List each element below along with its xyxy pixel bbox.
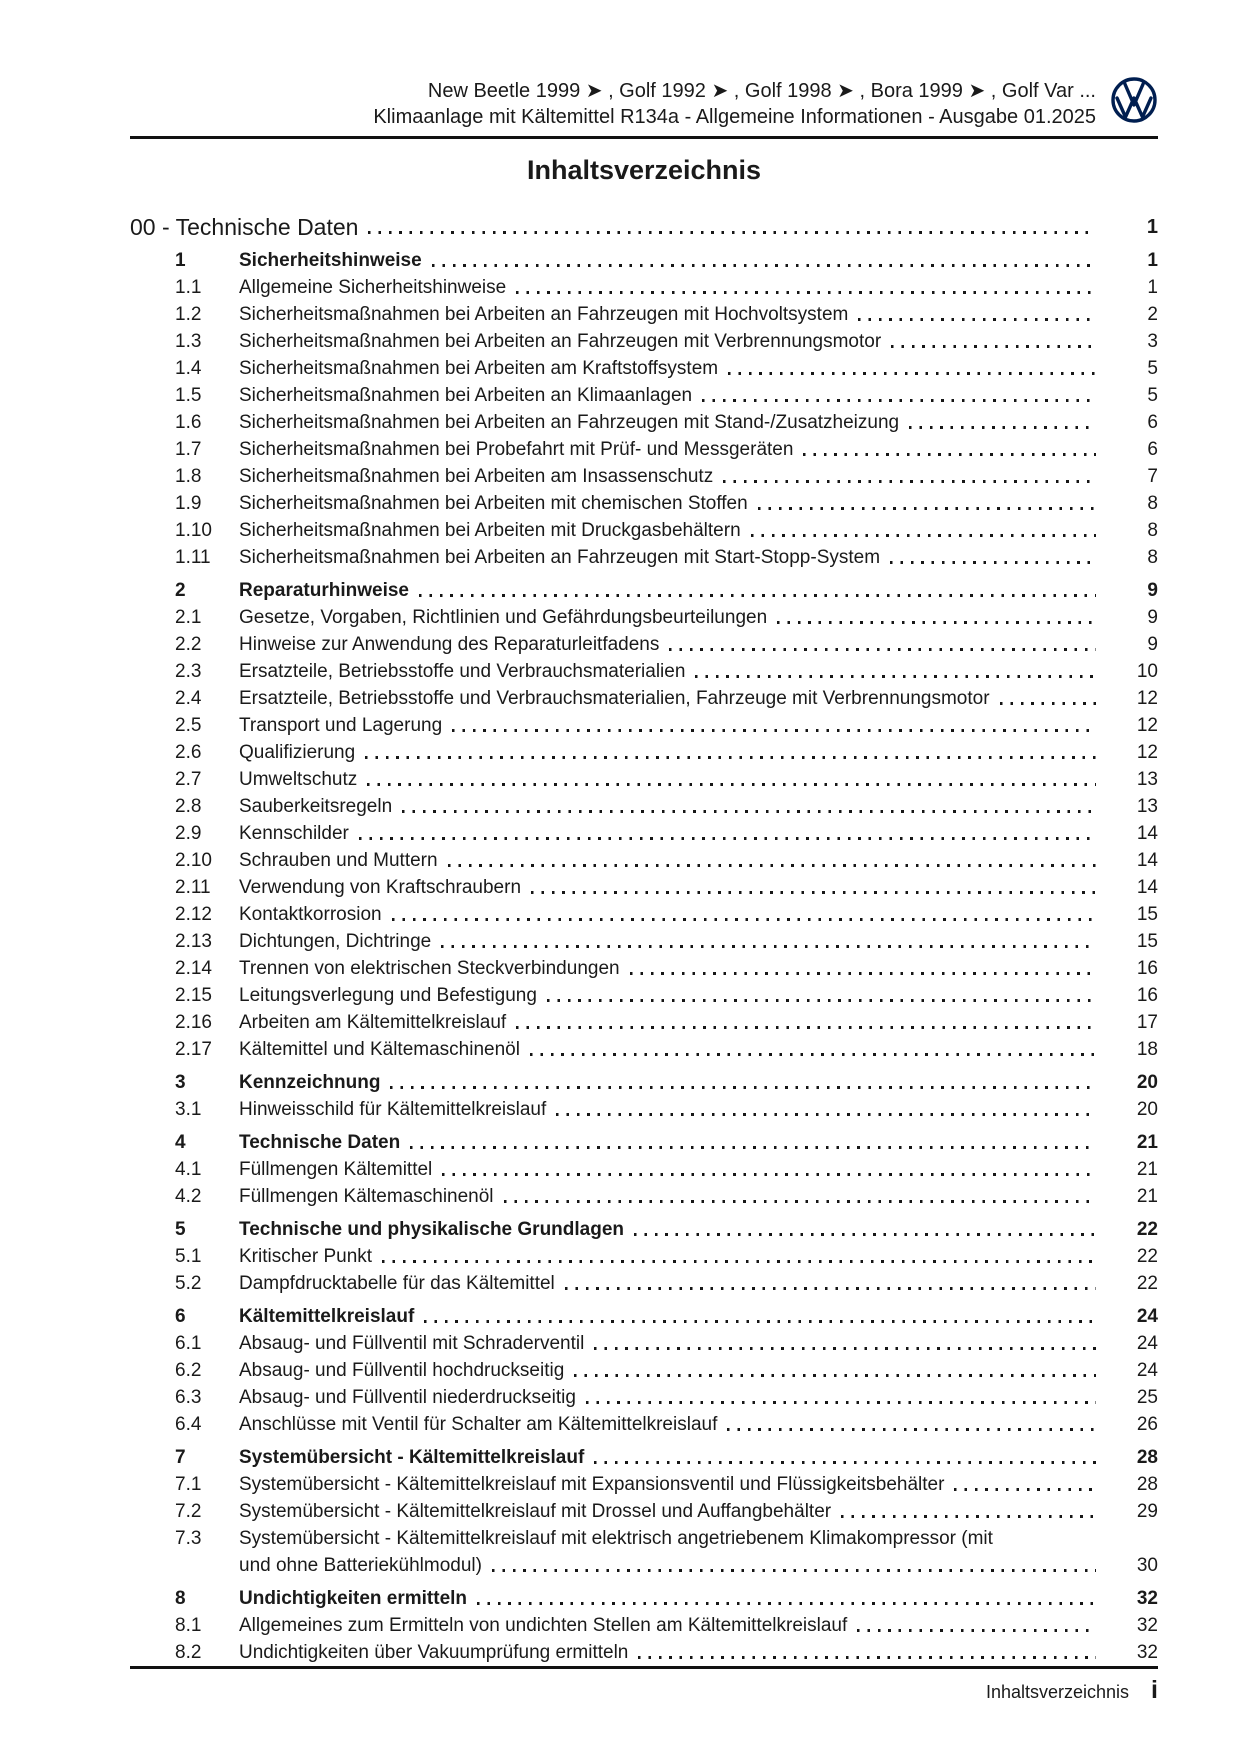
page-number: 15: [1136, 931, 1158, 952]
dot-leader: [556, 1113, 1096, 1116]
dot-leader: [441, 945, 1096, 948]
section-title: Kältemittelkreislauf: [239, 1306, 415, 1327]
section-number: 4.2: [175, 1186, 202, 1207]
section-number: 5: [175, 1219, 186, 1240]
section-title: Kritischer Punkt: [239, 1246, 373, 1267]
footer-page-number: i: [1151, 1676, 1158, 1704]
toc-row[interactable]: [130, 1525, 1158, 1552]
section-title: Technische Daten: [239, 1132, 401, 1153]
dot-leader: [410, 1146, 1096, 1149]
section-number: 2.14: [175, 958, 212, 979]
section-number: 1.8: [175, 466, 202, 487]
dot-leader: [531, 891, 1096, 894]
page-number: 18: [1136, 1039, 1158, 1060]
page-number: 20: [1136, 1099, 1158, 1120]
section-number: 7: [175, 1447, 186, 1468]
dot-leader: [695, 675, 1096, 678]
section-number: 2.4: [175, 688, 202, 709]
page-number: 1: [1146, 216, 1158, 238]
toc-row[interactable]: [130, 577, 1158, 604]
page-title: Inhaltsverzeichnis: [526, 155, 762, 185]
page-header: [130, 78, 1158, 130]
section-number: 5.1: [175, 1246, 202, 1267]
dot-leader: [777, 621, 1096, 624]
section-title: Kältemittel und Kältemaschinenöl: [239, 1039, 520, 1060]
section-title: Trennen von elektrischen Steckverbindungen: [239, 958, 620, 979]
section-number: 3: [175, 1072, 186, 1093]
page-number: 30: [1136, 1555, 1158, 1576]
toc-row[interactable]: [130, 1129, 1158, 1156]
section-number: 2.2: [175, 634, 202, 655]
page-number: 25: [1136, 1387, 1158, 1408]
page-number: 14: [1136, 877, 1158, 898]
toc-row[interactable]: [130, 409, 1158, 436]
page-number: 8: [1147, 547, 1158, 568]
section-number: 5.2: [175, 1273, 202, 1294]
dot-leader: [890, 561, 1096, 564]
dot-leader: [424, 1320, 1096, 1323]
section-title: Anschlüsse mit Ventil für Schalter am Kältemittelkreislauf: [239, 1414, 718, 1435]
toc-row[interactable]: [130, 517, 1158, 544]
page-number: 14: [1136, 850, 1158, 871]
section-number: 8: [175, 1588, 186, 1609]
section-number: 2.7: [175, 769, 202, 790]
section-number: 1.11: [175, 547, 211, 568]
section-title: Dichtungen, Dichtringe: [239, 931, 432, 952]
page-number: 1: [1147, 250, 1158, 271]
section-number: 1.4: [175, 358, 202, 379]
section-number: 7.1: [175, 1474, 202, 1495]
page-number: 9: [1147, 607, 1158, 628]
toc-row[interactable]: [130, 1498, 1158, 1525]
section-title: Sicherheitsmaßnahmen bei Arbeiten mit Druckgasbehältern: [239, 520, 741, 541]
page-number: 10: [1136, 661, 1158, 682]
toc-row[interactable]: [130, 382, 1158, 409]
page-number: 20: [1136, 1072, 1158, 1093]
section-title: Sicherheitsmaßnahmen bei Arbeiten an Fahrzeugen mit Hochvoltsystem: [239, 304, 849, 325]
page-number: 13: [1136, 796, 1158, 817]
section-number: 1.1: [175, 277, 202, 298]
toc-row[interactable]: [130, 490, 1158, 517]
toc-row[interactable]: [130, 463, 1158, 490]
toc-row[interactable]: [130, 658, 1158, 685]
section-title: Leitungsverlegung und Befestigung: [239, 985, 537, 1006]
section-number: 2.9: [175, 823, 202, 844]
page-number: 21: [1136, 1186, 1158, 1207]
section-title: Kennzeichnung: [239, 1072, 381, 1093]
section-number: 2.1: [175, 607, 202, 628]
section-title: Systemübersicht - Kältemittelkreislauf mit elektrisch angetriebenem Klimakompressor (mit: [239, 1528, 993, 1549]
dot-leader: [574, 1374, 1096, 1377]
page-number: 15: [1136, 904, 1158, 925]
page-number: 7: [1147, 466, 1158, 487]
dot-leader: [516, 291, 1096, 294]
toc-row[interactable]: [130, 1069, 1158, 1096]
toc-row[interactable]: [130, 355, 1158, 382]
toc-row[interactable]: [130, 1639, 1158, 1666]
dot-leader: [392, 918, 1096, 921]
toc-row[interactable]: [130, 1384, 1158, 1411]
section-title: und ohne Batteriekühlmodul): [239, 1555, 482, 1576]
page-number: 1: [1147, 277, 1158, 298]
toc-row[interactable]: [130, 1009, 1158, 1036]
toc-row[interactable]: [130, 1357, 1158, 1384]
toc-row[interactable]: [130, 766, 1158, 793]
dot-leader: [909, 426, 1096, 429]
page-number: 13: [1136, 769, 1158, 790]
page-number: 5: [1147, 385, 1158, 406]
section-title: Arbeiten am Kältemittelkreislauf: [239, 1012, 507, 1033]
page-number: 32: [1136, 1588, 1158, 1609]
section-title: Kennschilder: [239, 823, 349, 844]
dot-leader: [751, 534, 1096, 537]
toc-row[interactable]: [130, 631, 1158, 658]
dot-leader: [368, 231, 1096, 234]
dot-leader: [367, 783, 1096, 786]
section-title: Sicherheitsmaßnahmen bei Probefahrt mit Prüf- und Messgeräten: [239, 439, 794, 460]
toc-row[interactable]: [130, 739, 1158, 766]
toc-row[interactable]: [130, 1471, 1158, 1498]
section-title: Verwendung von Kraftschraubern: [239, 877, 522, 898]
dot-leader: [504, 1200, 1096, 1203]
section-number: 1.6: [175, 412, 202, 433]
section-number: 1.10: [175, 520, 212, 541]
page-number: 9: [1147, 580, 1158, 601]
dot-leader: [442, 1173, 1096, 1176]
section-number: 6.4: [175, 1414, 202, 1435]
section-number: 6.3: [175, 1387, 202, 1408]
section-number: 2.10: [175, 850, 212, 871]
section-title: Sicherheitshinweise: [239, 250, 422, 271]
dot-leader: [669, 648, 1096, 651]
section-number: 8.2: [175, 1642, 202, 1663]
section-number: 2: [175, 580, 186, 601]
toc-row[interactable]: [130, 793, 1158, 820]
footer-divider: [130, 1666, 1158, 1669]
dot-leader: [448, 864, 1096, 867]
page-number: 21: [1136, 1132, 1158, 1153]
section-number: 2.6: [175, 742, 202, 763]
section-title: Allgemeines zum Ermitteln von undichten Stellen am Kältemittelkreislauf: [239, 1615, 848, 1636]
section-number: 1.5: [175, 385, 202, 406]
page-number: 8: [1147, 520, 1158, 541]
dot-leader: [365, 756, 1096, 759]
section-number: 2.11: [175, 877, 211, 898]
section-title: Sicherheitsmaßnahmen bei Arbeiten an Klimaanlagen: [239, 385, 693, 406]
section-title: Ersatzteile, Betriebsstoffe und Verbrauchsmaterialien, Fahrzeuge mit Verbrennungsmotor: [239, 688, 990, 709]
section-number: 2.13: [175, 931, 212, 952]
section-title: Allgemeine Sicherheitshinweise: [239, 277, 507, 298]
dot-leader: [382, 1260, 1096, 1263]
page-footer: [130, 1666, 1158, 1761]
page-number: 29: [1136, 1501, 1158, 1522]
toc-list: [130, 214, 1158, 1666]
page-number: 8: [1147, 493, 1158, 514]
section-number: 2.16: [175, 1012, 212, 1033]
section-title: Sicherheitsmaßnahmen bei Arbeiten am Kraftstoffsystem: [239, 358, 719, 379]
section-number: 2.8: [175, 796, 202, 817]
dot-leader: [565, 1287, 1096, 1290]
section-title: Hinweise zur Anwendung des Reparaturleitfadens: [239, 634, 660, 655]
section-number: 1.9: [175, 493, 202, 514]
dot-leader: [954, 1488, 1096, 1491]
dot-leader: [547, 999, 1096, 1002]
dot-leader: [634, 1233, 1096, 1236]
section-title: Sicherheitsmaßnahmen bei Arbeiten mit chemischen Stoffen: [239, 493, 748, 514]
page-number: 3: [1147, 331, 1158, 352]
page-number: 24: [1136, 1306, 1158, 1327]
toc-row[interactable]: [130, 1243, 1158, 1270]
toc-chapter-row[interactable]: [130, 214, 1158, 241]
section-number: 6.2: [175, 1360, 202, 1381]
dot-leader: [516, 1026, 1096, 1029]
section-title: Füllmengen Kältemaschinenöl: [239, 1186, 494, 1207]
toc-row[interactable]: [130, 685, 1158, 712]
section-title: Sauberkeitsregeln: [239, 796, 393, 817]
page-number: 12: [1136, 742, 1158, 763]
section-title: Technische und physikalische Grundlagen: [239, 1219, 625, 1240]
dot-leader: [1000, 702, 1096, 705]
page-number: 6: [1147, 439, 1158, 460]
section-number: 1.7: [175, 439, 202, 460]
toc-row[interactable]: [130, 1303, 1158, 1330]
toc-row[interactable]: [130, 982, 1158, 1009]
dot-leader: [803, 453, 1096, 456]
section-title: Undichtigkeiten über Vakuumprüfung ermitteln: [239, 1642, 629, 1663]
section-number: 2.17: [175, 1039, 212, 1060]
page-number: 26: [1136, 1414, 1158, 1435]
toc-row[interactable]: [130, 1444, 1158, 1471]
dot-leader: [723, 480, 1096, 483]
page-number: 16: [1136, 958, 1158, 979]
dot-leader: [594, 1347, 1096, 1350]
section-number: 7.3: [175, 1528, 202, 1549]
section-number: 2.5: [175, 715, 202, 736]
section-number: 6.1: [175, 1333, 202, 1354]
section-title: Sicherheitsmaßnahmen bei Arbeiten an Fahrzeugen mit Stand-/Zusatzheizung: [239, 412, 900, 433]
toc-row[interactable]: [130, 1096, 1158, 1123]
section-title: Systemübersicht - Kältemittelkreislauf mit Drossel und Auffangbehälter: [239, 1501, 832, 1522]
section-title: Füllmengen Kältemittel: [239, 1159, 433, 1180]
section-title: Kontaktkorrosion: [239, 904, 382, 925]
section-number: 8.1: [175, 1615, 202, 1636]
section-title: Ersatzteile, Betriebsstoffe und Verbrauchsmaterialien: [239, 661, 686, 682]
toc-row[interactable]: [130, 1156, 1158, 1183]
dot-leader: [841, 1515, 1096, 1518]
section-number: 2.3: [175, 661, 202, 682]
dot-leader: [630, 972, 1096, 975]
toc-row[interactable]: [130, 247, 1158, 274]
header-text: [130, 78, 1110, 130]
dot-leader: [702, 399, 1096, 402]
section-title: Transport und Lagerung: [239, 715, 443, 736]
section-title: Systemübersicht - Kältemittelkreislauf mit Expansionsventil und Flüssigkeitsbehälter: [239, 1474, 945, 1495]
dot-leader: [359, 837, 1096, 840]
toc-row[interactable]: [130, 301, 1158, 328]
page-number: 12: [1136, 715, 1158, 736]
toc-row[interactable]: [130, 820, 1158, 847]
dot-leader: [530, 1053, 1096, 1056]
toc-row[interactable]: [130, 328, 1158, 355]
header-manual-line: Klimaanlage mit Kältemittel R134a - Allgemeine Informationen - Ausgabe 01.2025: [373, 106, 1096, 128]
page-number: 32: [1136, 1642, 1158, 1663]
section-title: Absaug- und Füllventil niederdruckseitig: [239, 1387, 576, 1408]
chapter-title: 00 - Technische Daten: [130, 214, 359, 240]
section-number: 4.1: [175, 1159, 202, 1180]
toc-row[interactable]: [130, 874, 1158, 901]
page-number: 24: [1136, 1333, 1158, 1354]
header-divider: [130, 136, 1158, 139]
section-title: Hinweisschild für Kältemittelkreislauf: [239, 1099, 547, 1120]
page-number: 32: [1136, 1615, 1158, 1636]
section-number: 2.12: [175, 904, 212, 925]
section-number: 6: [175, 1306, 186, 1327]
dot-leader: [858, 318, 1096, 321]
toc-row[interactable]: [130, 955, 1158, 982]
page-number: 24: [1136, 1360, 1158, 1381]
toc-row[interactable]: [130, 604, 1158, 631]
footer-label: Inhaltsverzeichnis: [985, 1682, 1130, 1702]
page-number: 14: [1136, 823, 1158, 844]
section-title: Systemübersicht - Kältemittelkreislauf: [239, 1447, 585, 1468]
section-number: 1: [175, 250, 186, 271]
section-title: Sicherheitsmaßnahmen bei Arbeiten an Fahrzeugen mit Verbrennungsmotor: [239, 331, 882, 352]
toc-row[interactable]: [130, 1036, 1158, 1063]
page-number: 12: [1136, 688, 1158, 709]
toc-row[interactable]: [130, 1330, 1158, 1357]
page-number: 5: [1147, 358, 1158, 379]
section-number: 2.15: [175, 985, 212, 1006]
dot-leader: [492, 1569, 1096, 1572]
toc-row[interactable]: [130, 1270, 1158, 1297]
section-number: 1.2: [175, 304, 202, 325]
page-number: 6: [1147, 412, 1158, 433]
dot-leader: [452, 729, 1096, 732]
toc-row[interactable]: [130, 1216, 1158, 1243]
dot-leader: [857, 1629, 1096, 1632]
page-number: 17: [1136, 1012, 1158, 1033]
section-title: Schrauben und Muttern: [239, 850, 438, 871]
dot-leader: [891, 345, 1096, 348]
page-number: 28: [1136, 1474, 1158, 1495]
section-number: 1.3: [175, 331, 202, 352]
page-number: 2: [1147, 304, 1158, 325]
section-number: 4: [175, 1132, 186, 1153]
toc-row[interactable]: [130, 436, 1158, 463]
section-title: Qualifizierung: [239, 742, 356, 763]
section-number: 3.1: [175, 1099, 202, 1120]
dot-leader: [390, 1086, 1096, 1089]
toc-row[interactable]: [130, 712, 1158, 739]
dot-leader: [402, 810, 1096, 813]
dot-leader: [432, 264, 1096, 267]
toc-row[interactable]: [130, 847, 1158, 874]
header-model-line: New Beetle 1999 ➤ , Golf 1992 ➤ , Golf 1998 ➤ , Bora 1999 ➤ , Golf Var ...: [427, 80, 1096, 102]
toc-row[interactable]: [130, 928, 1158, 955]
section-title: Undichtigkeiten ermitteln: [239, 1588, 468, 1609]
page-number: 9: [1147, 634, 1158, 655]
dot-leader: [638, 1656, 1096, 1659]
section-title: Sicherheitsmaßnahmen bei Arbeiten an Fahrzeugen mit Start-Stopp-System: [239, 547, 881, 568]
page-number: 28: [1136, 1447, 1158, 1468]
section-title: Dampfdrucktabelle für das Kältemittel: [239, 1273, 555, 1294]
section-title: Umweltschutz: [239, 769, 358, 790]
dot-leader: [758, 507, 1096, 510]
dot-leader: [419, 594, 1096, 597]
toc-row[interactable]: [130, 1585, 1158, 1612]
page-number: 22: [1136, 1219, 1158, 1240]
page-number: 22: [1136, 1246, 1158, 1267]
dot-leader: [594, 1461, 1096, 1464]
page-number: 22: [1136, 1273, 1158, 1294]
toc-row[interactable]: [130, 901, 1158, 928]
section-title: Reparaturhinweise: [239, 580, 409, 601]
page-number: 21: [1136, 1159, 1158, 1180]
section-title: Absaug- und Füllventil hochdruckseitig: [239, 1360, 565, 1381]
dot-leader: [728, 372, 1096, 375]
section-number: 7.2: [175, 1501, 202, 1522]
section-title: Sicherheitsmaßnahmen bei Arbeiten am Insassenschutz: [239, 466, 714, 487]
toc-row[interactable]: [130, 274, 1158, 301]
toc-row[interactable]: [130, 1411, 1158, 1438]
dot-leader: [727, 1428, 1096, 1431]
toc-row[interactable]: [130, 1183, 1158, 1210]
toc-row[interactable]: [130, 1612, 1158, 1639]
page-number: 16: [1136, 985, 1158, 1006]
vw-logo-icon: [1110, 76, 1158, 124]
toc-row[interactable]: [130, 1552, 1158, 1579]
dot-leader: [477, 1602, 1096, 1605]
section-title: Gesetze, Vorgaben, Richtlinien und Gefährdungsbeurteilungen: [239, 607, 768, 628]
dot-leader: [586, 1401, 1096, 1404]
toc-row[interactable]: [130, 544, 1158, 571]
section-title: Absaug- und Füllventil mit Schraderventil: [239, 1333, 585, 1354]
